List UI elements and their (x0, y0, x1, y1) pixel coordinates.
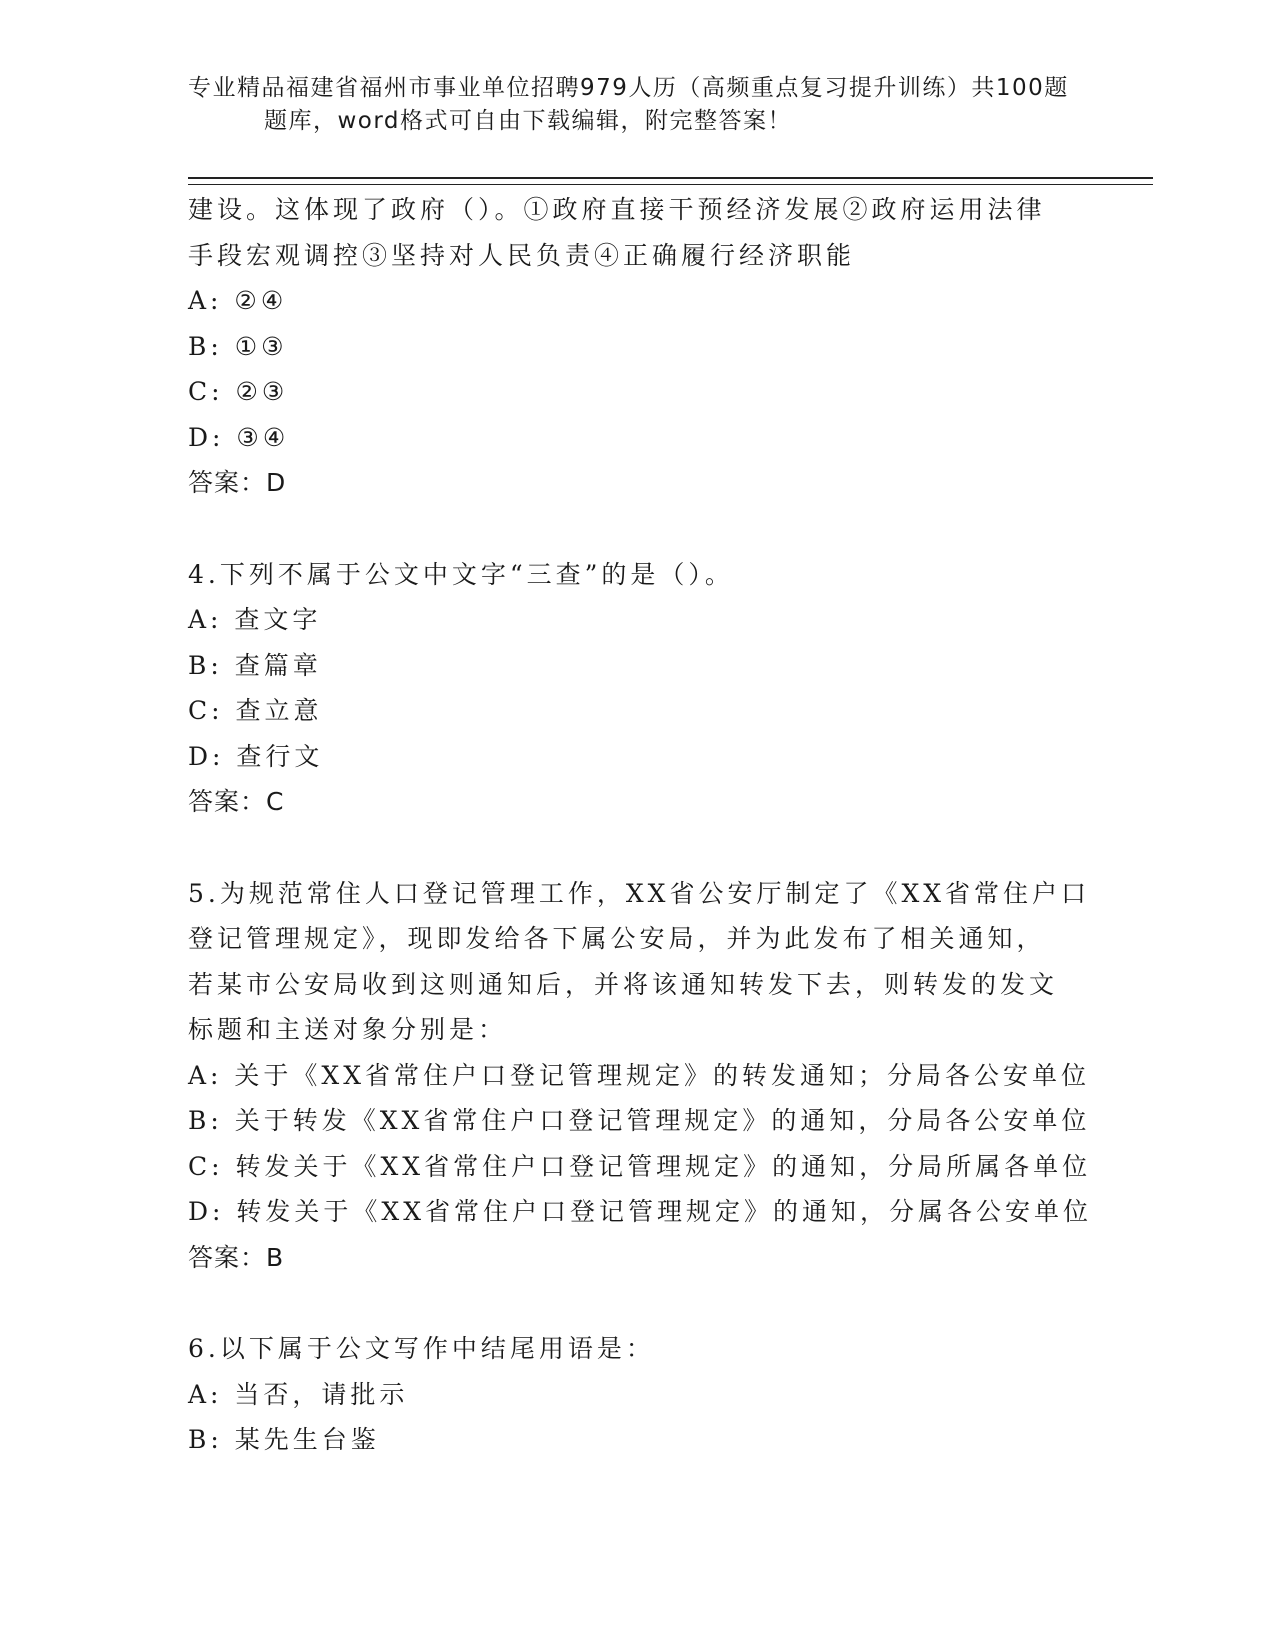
answer: 答案：C (188, 787, 285, 816)
header-title-line-1: 专业精品福建省福州市事业单位招聘979人历（高频重点复习提升训练）共100题 (188, 75, 1069, 101)
answer: 答案：B (188, 1242, 285, 1272)
option-b: B: 某先生台鉴 (188, 1425, 380, 1454)
question-stem-line: 6.以下属于公文写作中结尾用语是： (188, 1334, 655, 1363)
question-stem-line: 5.为规范常住人口登记管理工作，XX省公安厅制定了《XX省常住户口 (188, 878, 1091, 908)
header-rule-thin (188, 184, 1153, 185)
question-spacer (188, 1280, 1088, 1326)
question-stem-line: 手段宏观调控③坚持对人民负责④正确履行经济职能 (188, 240, 856, 270)
option-d: D: ③④ (188, 422, 290, 452)
question-stem-line: 标题和主送对象分别是： (188, 1015, 508, 1044)
question-stem-line: 登记管理规定》，现即发给各下属公安局，并为此发布了相关通知， (188, 924, 1046, 953)
option-a: A: 关于《XX省常住户口登记管理规定》的转发通知；分局各公安单位 (188, 1060, 1091, 1090)
option-b: B: ①③ (188, 331, 288, 361)
answer: 答案：D (188, 468, 287, 497)
option-a: A: 当否，请批示 (188, 1379, 409, 1409)
option-b: B: 关于转发《XX省常住户口登记管理规定》的通知，分局各公安单位 (188, 1106, 1091, 1135)
question-6 (188, 1326, 1088, 1463)
question-5 (188, 871, 1093, 1281)
question-stem-line: 4.下列不属于公文中文字“三查”的是（）。 (188, 559, 734, 589)
header-rule-thick (188, 177, 1153, 179)
option-d: D: 转发关于《XX省常住户口登记管理规定》的通知，分属各公安单位 (188, 1197, 1093, 1226)
question-content (188, 187, 1093, 1463)
question-stem-line: 若某市公安局收到这则通知后，并将该通知转发下去，则转发的发文 (188, 969, 1059, 999)
option-a: A: ②④ (188, 286, 288, 315)
question-spacer (188, 825, 1088, 871)
option-b: B: 查篇章 (188, 650, 322, 680)
option-c: C: 转发关于《XX省常住户口登记管理规定》的通知，分局所属各单位 (188, 1151, 1092, 1181)
question-stem-line: 建设。这体现了政府（）。①政府直接干预经济发展②政府运用法律 (188, 195, 1046, 224)
option-c: C: ②③ (188, 377, 289, 406)
header-title-line-2: 题库，word格式可自由下载编辑，附完整答案！ (264, 108, 793, 134)
option-a: A: 查文字 (188, 605, 322, 634)
question-4 (188, 552, 1088, 825)
document-header (188, 72, 1088, 138)
question-3 (188, 187, 1088, 506)
option-d: D: 查行文 (188, 741, 324, 771)
question-spacer (188, 506, 1088, 552)
option-c: C: 查立意 (188, 696, 323, 725)
